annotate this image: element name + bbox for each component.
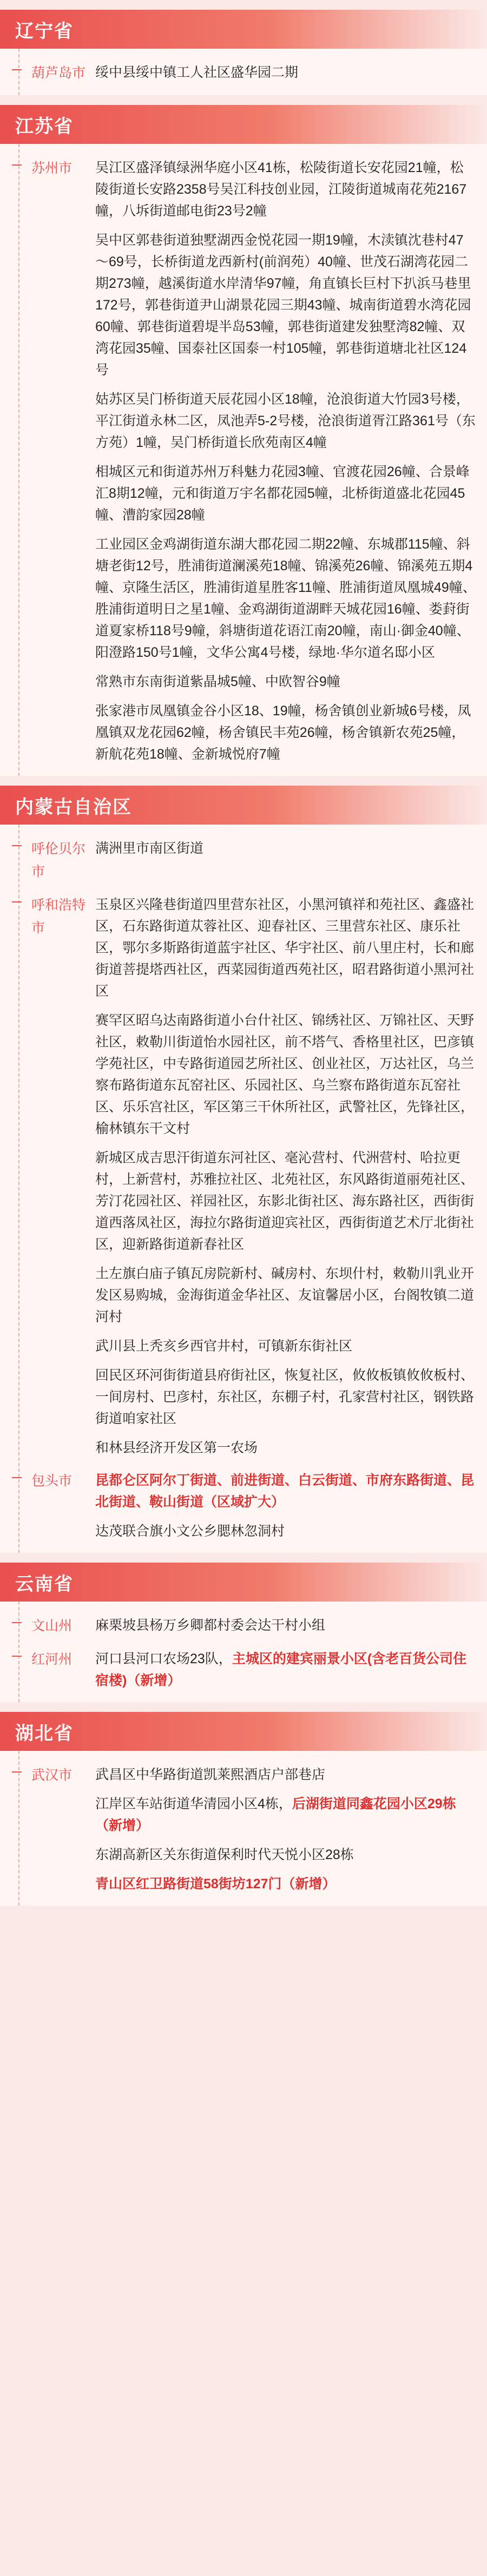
- location-entry: [95, 1873, 476, 1895]
- city-block: [0, 832, 487, 888]
- entry-list: [95, 157, 476, 765]
- entry-text: 青山区红卫路街道58街坊127门（新增）: [95, 1876, 336, 1892]
- city-block: [0, 1464, 487, 1547]
- city-block: [0, 1643, 487, 1697]
- entry-text: 麻栗坡县杨万乡卿都村委会达干村小组: [95, 1618, 326, 1633]
- entry-text: 武川县上秃亥乡西官井村，可镇新东街社区: [95, 1339, 353, 1354]
- province-body: [0, 144, 487, 776]
- city-block: [0, 151, 487, 770]
- city-name: 呼伦贝尔市: [31, 841, 86, 879]
- province-header: [0, 786, 487, 825]
- location-entry: [95, 461, 476, 526]
- province-body: [0, 1751, 487, 1906]
- location-entry: [95, 1437, 476, 1459]
- location-entry: [95, 1335, 476, 1357]
- location-entry: [95, 1648, 476, 1691]
- entry-text: 河口县河口农场23队，: [95, 1651, 232, 1666]
- entry-text: 新城区成吉思汗街道东河社区、毫沁营村、代洲营村、哈拉更村，上新营村，苏雅拉社区、北苑社区，东风路街道丽苑社区、芳汀花园社区、祥园社区，东影北街社区、海东路社区，西街街道西落凤社区，海拉尔路街道迎宾社区，西街街道艺术厅北街社区，迎新路街道新春社区: [95, 1150, 475, 1252]
- location-entry: [95, 700, 476, 765]
- province-header: [0, 105, 487, 144]
- timeline-marker: [12, 1622, 22, 1623]
- timeline-marker: [12, 1656, 22, 1657]
- province-header: [0, 1563, 487, 1602]
- city-name: 呼和浩特市: [31, 898, 86, 935]
- location-entry: [95, 838, 476, 859]
- entry-list: [95, 894, 476, 1459]
- timeline-marker: [12, 1477, 22, 1478]
- location-entry: [95, 1263, 476, 1328]
- timeline-marker: [12, 164, 22, 166]
- entry-list: [95, 1764, 476, 1895]
- province-list: [0, 10, 487, 1906]
- city-block: [0, 1758, 487, 1900]
- entry-text: 达茂联合旗小文公乡腮林忽洞村: [95, 1524, 285, 1539]
- timeline-marker: [12, 845, 22, 846]
- location-entry: [95, 1010, 476, 1139]
- entry-text: 玉泉区兴隆巷街道四里营东社区，小黑河镇祥和苑社区、鑫盛社区，石东路街道苁蓉社区、迎春社区、三里营东社区、康乐社区，鄂尔多斯路街道蓝宇社区、华宇社区、前八里庄村，长和廊街道菩提塔西社区，西菜园街道西苑社区，昭君路街道小黑河社区: [95, 897, 475, 999]
- location-entry: [95, 1764, 476, 1786]
- province-section: [0, 1712, 487, 1906]
- city-block: [0, 888, 487, 1464]
- location-entry: [95, 229, 476, 381]
- entry-new-text: 后湖街道同鑫花园小区29栋（新增）: [95, 1796, 456, 1833]
- city-name: 武汉市: [31, 1768, 73, 1783]
- entry-text: 满洲里市南区街道: [95, 841, 204, 856]
- entry-list: [95, 62, 476, 83]
- province-title: 辽宁省: [15, 21, 74, 42]
- city-name: 葫芦岛市: [31, 65, 86, 81]
- province-header: [0, 10, 487, 49]
- location-entry: [95, 1844, 476, 1866]
- city-name: 苏州市: [31, 161, 73, 176]
- location-entry: [95, 533, 476, 663]
- province-title: 云南省: [15, 1573, 74, 1595]
- entry-text: 常熟市东南街道紫晶城5幢、中欧智谷9幢: [95, 674, 340, 689]
- location-entry: [95, 1470, 476, 1513]
- entry-text: 工业园区金鸡湖街道东湖大郡花园二期22幢、东城郡115幢、斜塘老街12号，胜浦街道澜溪苑18幢、锦溪苑26幢、锦溪苑五期4幢、京隆生活区，胜浦街道星胜客11幢、胜浦街道凤凰城49幢、胜浦街道明日之星1幢、金鸡湖街道湖畔天城花园16幢、娄葑街道夏家桥118号9幢，斜塘街道花语江南20幢，南山·御金40幢、阳澄路150号1幢，文华公寓4号楼，绿地·华尔道名邸小区: [95, 537, 476, 660]
- entry-list: [95, 838, 476, 859]
- city-name: 文山州: [31, 1618, 73, 1633]
- province-section: [0, 786, 487, 1553]
- province-header: [0, 1712, 487, 1751]
- entry-new-text: 主城区的建宾丽景小区(含老百货公司住宿楼)（新增）: [95, 1651, 467, 1688]
- entry-text: 东湖高新区关东街道保利时代天悦小区28栋: [95, 1847, 354, 1862]
- entry-text: 江岸区车站街道华清园小区4栋，: [95, 1796, 292, 1811]
- province-body: [0, 1602, 487, 1702]
- province-title: 湖北省: [15, 1723, 74, 1744]
- location-entry: [95, 157, 476, 222]
- entry-text: 武昌区中华路街道凯莱熙酒店户部巷店: [95, 1767, 326, 1782]
- entry-text: 昆都仑区阿尔丁街道、前进街道、白云街道、市府东路街道、昆北街道、鞍山街道（区域扩大）: [95, 1473, 475, 1510]
- province-body: [0, 825, 487, 1553]
- province-body: [0, 49, 487, 95]
- entry-list: [95, 1470, 476, 1542]
- city-block: [0, 1609, 487, 1643]
- location-entry: [95, 1615, 476, 1636]
- entry-text: 吴中区郭巷街道独墅湖西金悦花园一期19幢，木渎镇沈巷村47～69号，长桥街道龙西新村(前润苑）40幢、世茂石湖湾花园二期273幢，越溪街道水岸清华97幢，角直镇长巨村下扒浜马巷里172号，郭巷街道尹山湖景花园三期43幢、城南街道碧水湾花园60幢、郭巷街道碧堤半岛53幢，郭巷街道建发独墅湾82幢、双湾花园35幢、国泰社区国泰一村105幢，郭巷街道塘北社区124号: [95, 233, 471, 378]
- province-title: 江苏省: [15, 116, 74, 137]
- location-entry: [95, 62, 476, 83]
- location-entry: [95, 1520, 476, 1542]
- entry-list: [95, 1615, 476, 1636]
- entry-text: 和林县经济开发区第一农场: [95, 1440, 258, 1455]
- city-block: [0, 56, 487, 90]
- entry-text: 姑苏区吴门桥街道天辰花园小区18幢，沧浪街道大竹园3号楼，平江街道永林二区，凤池弄5-2号楼，沧浪街道胥江路361号（东方苑）1幢，吴门桥街道长欣苑南区4幢: [95, 392, 476, 450]
- entry-list: [95, 1648, 476, 1691]
- location-entry: [95, 894, 476, 1002]
- province-section: [0, 105, 487, 776]
- location-entry: [95, 1147, 476, 1255]
- entry-text: 张家港市凤凰镇金谷小区18、19幢，杨舍镇创业新城6号楼，凤凰镇双龙花园62幢，杨舍镇民丰苑26幢，杨舍镇新农苑25幢，新航花苑18幢、金新城悦府7幢: [95, 703, 471, 762]
- city-name: 包头市: [31, 1473, 73, 1488]
- province-section: [0, 1563, 487, 1702]
- province-section: [0, 10, 487, 95]
- entry-text: 吴江区盛泽镇绿洲华庭小区41栋，松陵街道长安花园21幢，松陵街道长安路2358号吴江科技创业园，江陵街道城南花苑2167幢，八坼街道邮电街23号2幢: [95, 160, 467, 219]
- entry-text: 赛罕区昭乌达南路街道小台什社区、锦绣社区、万锦社区、天野社区，敕勒川街道怡水园社区，前不塔气、香格里社区，巴彦镇学苑社区，中专路街道园艺所社区、创业社区，万达社区，乌兰察布路街道东瓦窑社区、乐园社区、乌兰察布路街道东瓦窑社区、乐乐宫社区，军区第三干休所社区，武警社区，先锋社区，榆林镇东干文村: [95, 1013, 475, 1136]
- timeline-marker: [12, 1771, 22, 1773]
- location-entry: [95, 388, 476, 453]
- timeline-marker: [12, 69, 22, 70]
- location-entry: [95, 1793, 476, 1836]
- city-name: 红河州: [31, 1652, 73, 1667]
- entry-text: 绥中县绥中镇工人社区盛华园二期: [95, 65, 299, 80]
- province-title: 内蒙古自治区: [15, 796, 132, 818]
- location-entry: [95, 1365, 476, 1429]
- entry-text: 土左旗白庙子镇瓦房院新村、碱房村、东坝什村，敕勒川乳业开发区易购城，金海街道金华社区、友谊馨居小区，台阁牧镇二道河村: [95, 1266, 475, 1325]
- timeline-marker: [12, 901, 22, 902]
- location-entry: [95, 671, 476, 693]
- entry-text: 相城区元和街道苏州万科魅力花园3幢、官渡花园26幢、合景峰汇8期12幢，元和街道万宇名都花园5幢，北桥街道盛北花园45幢、漕韵家园28幢: [95, 464, 470, 523]
- entry-text: 回民区环河街街道县府街社区，恢复社区，攸攸板镇攸攸板村、一间房村、巴彦村，东社区，东棚子村，孔家营村社区，钢铁路街道咱家社区: [95, 1368, 475, 1426]
